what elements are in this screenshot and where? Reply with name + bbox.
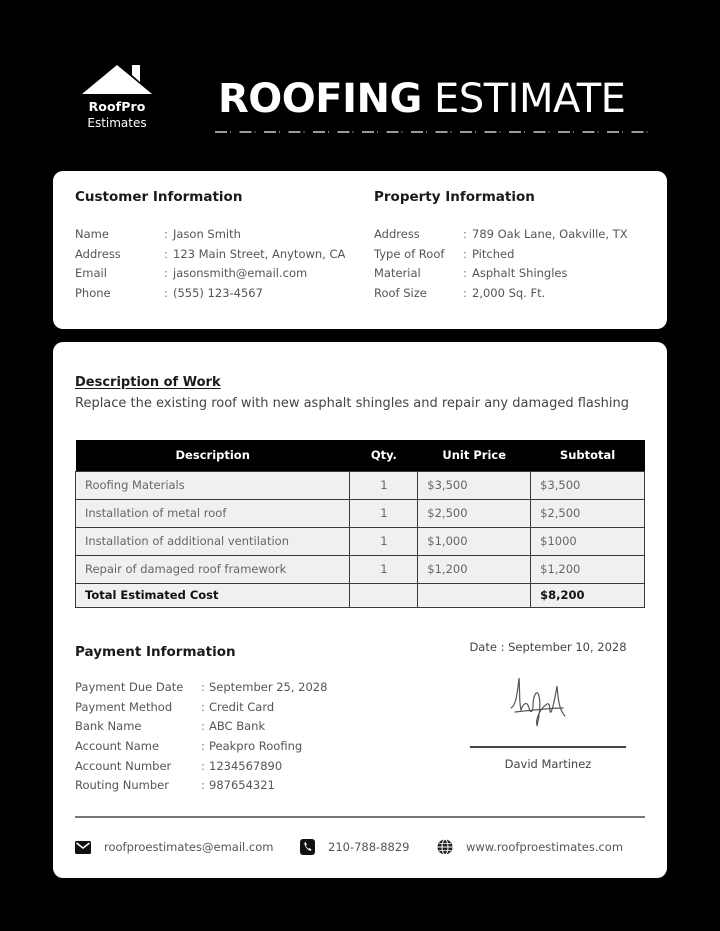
total-unit — [418, 583, 531, 607]
field-value: Jason Smith — [173, 227, 241, 241]
property-material-row — [374, 264, 628, 284]
cell-subtotal: $1000 — [531, 527, 645, 555]
signature-date: Date : September 10, 2028 — [469, 640, 627, 654]
field-label: Payment Method — [75, 699, 173, 714]
field-label: Payment Due Date — [75, 680, 184, 694]
customer-info — [75, 189, 345, 304]
estimate-table — [75, 440, 645, 608]
house-roof-icon — [80, 62, 154, 96]
field-value: Peakpro Roofing — [209, 739, 303, 754]
contact-website[interactable] — [437, 839, 623, 855]
separator: : — [201, 739, 205, 754]
field-label: Bank Name — [75, 719, 142, 734]
field-label: Email — [75, 266, 107, 281]
signature-line — [470, 746, 626, 748]
separator: : — [201, 680, 205, 694]
payment-info — [75, 644, 327, 796]
separator: : — [463, 246, 467, 261]
payment-method-row — [75, 698, 327, 718]
table-row — [76, 527, 645, 555]
field-label: Name — [75, 227, 109, 241]
separator: : — [463, 227, 467, 241]
table-header-row — [76, 440, 645, 471]
field-label: Address — [75, 246, 121, 261]
property-heading: Property Information — [374, 189, 535, 205]
work-description — [75, 375, 629, 411]
cell-qty: 1 — [350, 555, 418, 583]
contact-phone[interactable] — [300, 839, 437, 855]
col-description: Description — [76, 440, 350, 471]
customer-email-row — [75, 264, 345, 284]
signer-name: David Martinez — [504, 757, 592, 771]
logo-subtitle: Estimates — [87, 116, 147, 130]
title-divider — [215, 131, 650, 133]
cell-unit-price: $1,000 — [418, 527, 531, 555]
signature-scribble-icon — [503, 668, 593, 732]
globe-icon — [437, 839, 453, 855]
customer-phone-row — [75, 284, 345, 304]
cell-subtotal: $2,500 — [531, 499, 645, 527]
payment-heading: Payment Information — [75, 644, 236, 660]
cell-unit-price: $2,500 — [418, 499, 531, 527]
property-roof-size-row — [374, 284, 628, 304]
field-value: September 25, 2028 — [209, 680, 328, 694]
cell-subtotal: $3,500 — [531, 471, 645, 499]
customer-heading: Customer Information — [75, 189, 243, 205]
field-label: Type of Roof — [374, 246, 445, 261]
separator: : — [201, 778, 205, 793]
property-address-row — [374, 225, 628, 245]
separator: : — [201, 758, 205, 773]
table-row — [76, 499, 645, 527]
field-value: (555) 123-4567 — [173, 286, 263, 301]
cell-qty: 1 — [350, 527, 418, 555]
account-number-row — [75, 757, 327, 777]
work-heading: Description of Work — [75, 375, 221, 390]
estimate-card — [53, 342, 667, 878]
signature-block — [469, 640, 627, 771]
title-bold: ROOFING — [218, 76, 422, 122]
company-logo — [78, 62, 156, 130]
total-qty — [350, 583, 418, 607]
footer-divider — [75, 816, 645, 818]
envelope-icon — [75, 841, 91, 854]
logo-brand: RoofPro — [88, 99, 146, 114]
total-row — [76, 583, 645, 607]
field-label: Phone — [75, 286, 111, 301]
customer-address-row — [75, 245, 345, 265]
field-value: Credit Card — [209, 699, 275, 714]
col-unit-price: Unit Price — [418, 440, 531, 471]
page-title — [218, 76, 625, 122]
routing-number-row — [75, 776, 327, 796]
table-row — [76, 471, 645, 499]
field-label: Account Name — [75, 739, 160, 754]
total-label: Total Estimated Cost — [76, 583, 350, 607]
separator: : — [463, 266, 467, 281]
cell-subtotal: $1,200 — [531, 555, 645, 583]
field-value: 2,000 Sq. Ft. — [472, 286, 546, 301]
customer-name-row — [75, 225, 345, 245]
cell-description: Repair of damaged roof framework — [76, 555, 350, 583]
separator: : — [164, 286, 168, 301]
separator: : — [201, 719, 205, 734]
field-value: 789 Oak Lane, Oakville, TX — [472, 227, 628, 241]
cell-qty: 1 — [350, 471, 418, 499]
field-value: jasonsmith@email.com — [173, 266, 308, 281]
cell-qty: 1 — [350, 499, 418, 527]
separator: : — [164, 227, 168, 241]
cell-unit-price: $1,200 — [418, 555, 531, 583]
field-label: Routing Number — [75, 778, 169, 793]
work-text: Replace the existing roof with new asphalt shingles and repair any damaged flashing — [75, 396, 629, 411]
field-label: Account Number — [75, 758, 172, 773]
separator: : — [463, 286, 467, 301]
total-value: $8,200 — [531, 583, 645, 607]
info-card — [53, 171, 667, 329]
separator: : — [164, 246, 168, 261]
property-info — [374, 189, 628, 304]
separator: : — [164, 266, 168, 281]
website-link[interactable]: www.roofproestimates.com — [466, 840, 624, 854]
contact-email[interactable] — [75, 840, 300, 854]
account-name-row — [75, 737, 327, 757]
field-label: Roof Size — [374, 286, 427, 301]
field-value: 123 Main Street, Anytown, CA — [173, 246, 346, 261]
field-value: ABC Bank — [209, 719, 266, 734]
phone-link[interactable]: 210-788-8829 — [328, 840, 410, 854]
email-link[interactable]: roofproestimates@email.com — [104, 840, 274, 854]
field-value: 1234567890 — [209, 758, 283, 773]
col-subtotal: Subtotal — [531, 440, 645, 471]
cell-description: Installation of additional ventilation — [76, 527, 350, 555]
payment-due-row — [75, 678, 327, 698]
title-light: ESTIMATE — [434, 76, 626, 122]
contact-bar — [75, 839, 623, 855]
field-value: Pitched — [472, 246, 515, 261]
property-roof-type-row — [374, 245, 628, 265]
cell-description: Installation of metal roof — [76, 499, 350, 527]
field-label: Material — [374, 266, 421, 281]
cell-unit-price: $3,500 — [418, 471, 531, 499]
field-value: 987654321 — [209, 778, 275, 793]
bank-name-row — [75, 717, 327, 737]
col-qty: Qty. — [350, 440, 418, 471]
field-value: Asphalt Shingles — [472, 266, 568, 281]
table-row — [76, 555, 645, 583]
phone-icon — [300, 839, 315, 855]
separator: : — [201, 699, 205, 714]
field-label: Address — [374, 227, 420, 241]
cell-description: Roofing Materials — [76, 471, 350, 499]
